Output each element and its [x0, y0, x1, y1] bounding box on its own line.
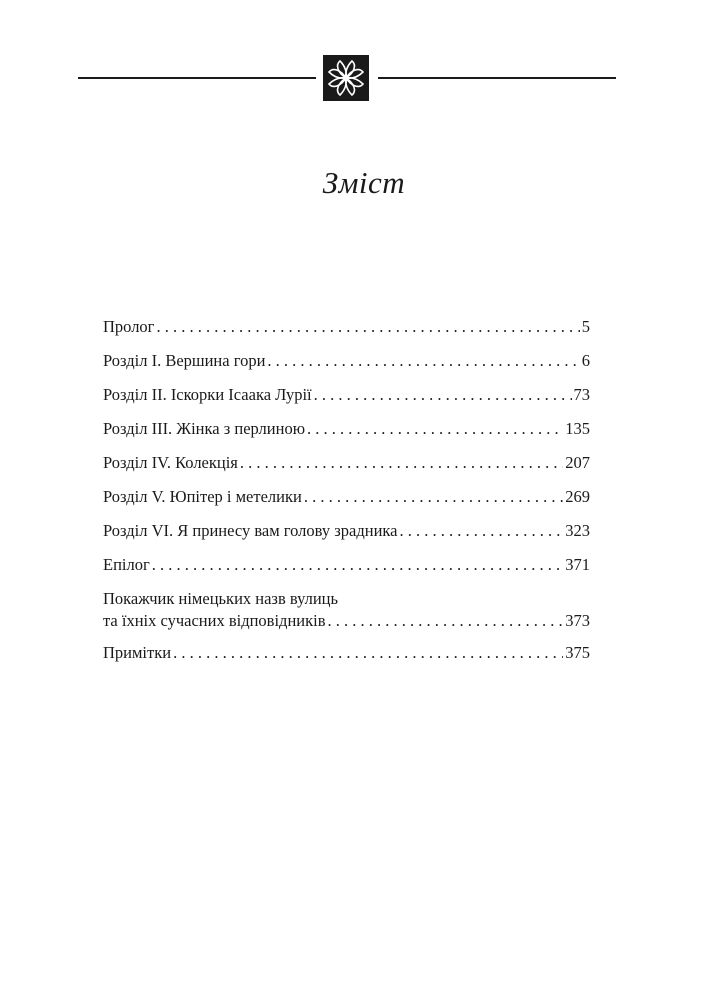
- header-ornament: [78, 52, 616, 102]
- page-title: Зміст: [322, 165, 406, 200]
- ornament-rule-right: [378, 77, 616, 79]
- toc-entry-label-line1: Покажчик німецьких назв вулиць: [103, 589, 339, 608]
- toc-entry-page: 207: [565, 453, 590, 472]
- dot-leader: [307, 418, 563, 440]
- dot-leader: [304, 486, 563, 508]
- toc-entry-chapter-6[interactable]: [103, 520, 590, 542]
- toc-entry-prologue[interactable]: [103, 316, 590, 338]
- toc-entry-page: 373: [565, 611, 590, 630]
- toc-entry-label: Пролог: [103, 317, 155, 336]
- dot-leader: [152, 554, 564, 576]
- toc-entry-label: Епілог: [103, 555, 150, 574]
- toc-entry-page: 135: [565, 419, 590, 438]
- toc-entry-label: Розділ IV. Колекція: [103, 453, 238, 472]
- dot-leader: [173, 642, 563, 664]
- toc-entry-page: 6: [581, 351, 590, 370]
- toc-entry-page: 323: [565, 521, 590, 540]
- toc-entry-page: 73: [573, 385, 590, 404]
- toc-entry-notes[interactable]: [103, 642, 590, 664]
- toc-entry-chapter-4[interactable]: [103, 452, 590, 474]
- toc-entry-chapter-2[interactable]: [103, 384, 590, 406]
- table-of-contents: [103, 316, 590, 676]
- toc-entry-page: 269: [565, 487, 590, 506]
- ornament-rule-left: [78, 77, 316, 79]
- toc-entry-page: 371: [565, 555, 590, 574]
- toc-entry-label: Розділ II. Іскорки Ісаака Лурії: [103, 385, 312, 404]
- dot-leader: [328, 610, 564, 632]
- dot-leader: [156, 316, 579, 338]
- toc-entry-label: Розділ III. Жінка з перлиною: [103, 419, 306, 438]
- toc-entry-label: Розділ V. Юпітер і метелики: [103, 487, 302, 506]
- toc-entry-chapter-5[interactable]: [103, 486, 590, 508]
- dot-leader: [314, 384, 572, 406]
- toc-entry-chapter-3[interactable]: [103, 418, 590, 440]
- toc-entry-label: Розділ I. Вершина гори: [103, 351, 266, 370]
- rosette-ornament-icon: [323, 55, 369, 101]
- toc-entry-street-index[interactable]: [103, 588, 590, 632]
- toc-entry-epilogue[interactable]: [103, 554, 590, 576]
- dot-leader: [267, 350, 579, 372]
- toc-entry-page: 5: [581, 317, 590, 336]
- toc-entry-chapter-1[interactable]: [103, 350, 590, 372]
- dot-leader: [400, 520, 564, 542]
- toc-entry-page: 375: [565, 643, 590, 662]
- toc-entry-label: Розділ VI. Я принесу вам голову зрадника: [103, 521, 398, 540]
- toc-entry-label-line2: та їхніх сучасних відповідників: [103, 611, 326, 630]
- dot-leader: [240, 452, 563, 474]
- toc-entry-label: Примітки: [103, 643, 172, 662]
